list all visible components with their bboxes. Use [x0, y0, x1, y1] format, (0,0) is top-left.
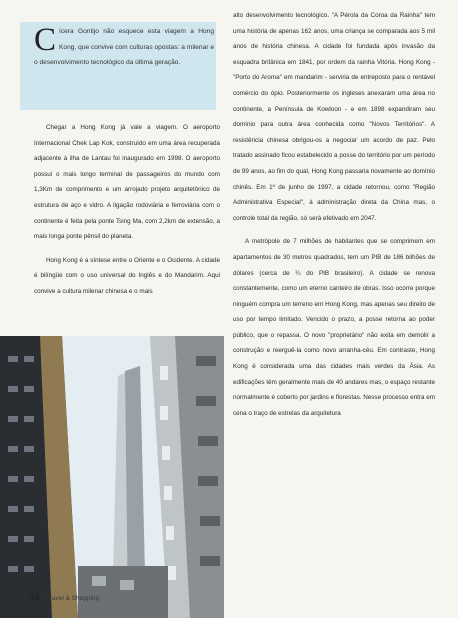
left-column: [34, 120, 220, 308]
left-paragraph-1: Chegar a Hong Kong já vale a viagem. O aeroporto Internacional Chek Lap Kok, construído em uma área recuperada adjacente à ilha de Lantau foi inaugurado em 1998. O aeroporto possui o mais longo terminal de passageiros do mundo com 1,3Km de comprimento e um arrojado projeto arquitetônico de estrutura de aço e vidro. A ligação rodoviária e ferroviária com o continente é feita pela ponte Tsing Ma, com 2,2km de extensão, a mais longa ponte pênsil do planeta.: [34, 124, 220, 241]
intro-paragraph: [34, 24, 214, 71]
page-number: 16: [30, 592, 41, 602]
city-skyscrapers-photo: [0, 336, 224, 618]
drop-cap: C: [34, 22, 57, 58]
page-footer: [30, 592, 99, 602]
right-column: [233, 8, 435, 429]
photo-illustration: [0, 336, 224, 618]
right-paragraph-1: alto desenvolvimento tecnológico. "A Pérola da Coroa da Rainha" tem uma história de apenas 162 anos, uma criança se comparada aos 5 mil anos de história chinesa. A cidade foi fundada após invasão da esquadra britânica em 1841, por ordem da rainha Vitória. Hong Kong - "Porto do Aroma" em mandarim - serviria de entreposto para o rentável comércio do ópio. Posteriormente os ingleses anexaram uma área no continente, a Península de Kowloon - e em 1898 expandiram seu domínio para outra área conhecida como "Novos Territórios". A resistência chinesa obrigou-os a negociar um acordo de paz. Pelo tratado assinado ficou estabelecido a posse do território por um período de 99 anos, ao fim do qual, Hong Kong passaria novamente ao domínio chinês. Em 1º de junho de 1997, a cidade retornou, como "Região Administrativa Especial", à administração direta da China mas, o controle total da região, só será efetivado em 2047.: [233, 12, 435, 222]
right-paragraph-2: A metrópole de 7 milhões de habitantes que se comprimem em apartamentos de 30 metros quadrados, tem um PIB de 186 bilhões de dólares (cerca de ¼ do PIB brasileiro). A cidade se renova constantemente, como um eterno canteiro de obras. Isso ocorre porque ninguém compra um terreno em Hong Kong, mas apenas seu direito de uso por tempo limitado. Vencido o prazo, a posse retorna ao poder público, que o repassa. O novo "proprietário" não exita em demolir a construção e reerguê-la como novo arranha-céu. Em contraste, Hong Kong é considerada uma das cidades mais verdes da Ásia. As edificações têm geralmente mais de 40 andares mas, o espaço restante normalmente é coberto por jardins e florestas. Nesse processo entra em cena o traço de estrelas da arquitetura: [233, 238, 435, 417]
intro-text: ícera Gontijo não esquece esta viagem a Hong Kong, que convive com culturas opostas: a milenar e o desenvolvimento tecnológico da última geração.: [34, 28, 214, 66]
publication-name: Travel & Shopping: [46, 595, 100, 602]
left-paragraph-2: Hong Kong é a síntese entre o Oriente e o Ocidente. A cidade é bilíngüe com o uso universal do Inglês e do Mandarim. Aqui convive a cultura milenar chinesa e o mais: [34, 256, 220, 295]
